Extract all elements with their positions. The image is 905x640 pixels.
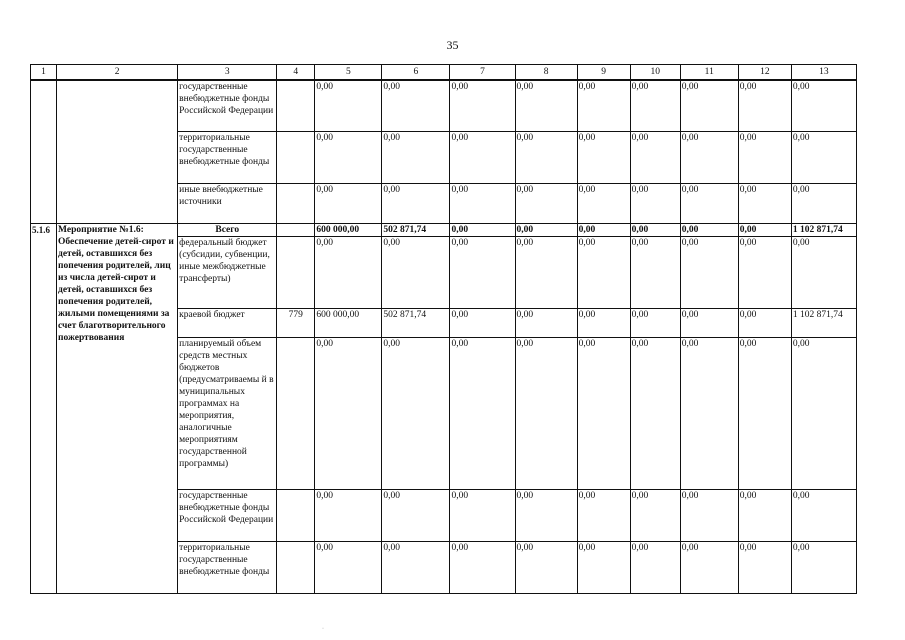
value-cell: 0,00 [450,224,515,237]
column-header: 7 [450,65,515,81]
value-cell: 0,00 [738,80,791,132]
value-cell: 0,00 [738,490,791,542]
value-cell: 0,00 [738,184,791,224]
value-cell: 0,00 [515,224,577,237]
value-cell: 0,00 [315,542,382,594]
funding-source-cell: планируемый объем средств местных бюджетов (предусматриваемы й в муниципальных программах на мероприятия, аналогичные мероприятиям государственной программы) [178,338,277,490]
funding-source-cell: Всего [178,224,277,237]
value-cell: 1 102 871,74 [791,309,856,338]
column-4-cell [277,490,315,542]
value-cell: 0,00 [738,338,791,490]
column-header-row [31,65,857,81]
value-cell: 0,00 [315,80,382,132]
funding-source-cell: государственные внебюджетные фонды Российской Федерации [178,490,277,542]
value-cell: 0,00 [577,184,630,224]
value-cell: 0,00 [450,132,515,184]
funding-source-cell: территориальные государственные внебюджетные фонды [178,542,277,594]
value-cell: 0,00 [515,490,577,542]
value-cell: 0,00 [680,80,738,132]
scan-mark: · [322,626,324,632]
table-row [31,224,857,237]
value-cell: 0,00 [450,542,515,594]
value-cell: 0,00 [791,80,856,132]
value-cell: 0,00 [738,542,791,594]
value-cell: 0,00 [515,542,577,594]
value-cell: 0,00 [577,132,630,184]
column-4-cell [277,338,315,490]
value-cell: 0,00 [450,237,515,309]
column-header: 9 [577,65,630,81]
page-number: 35 [446,38,459,52]
value-cell: 0,00 [630,132,680,184]
value-cell: 0,00 [382,132,450,184]
column-header: 1 [31,65,57,81]
value-cell: 0,00 [450,80,515,132]
value-cell: 0,00 [382,490,450,542]
value-cell: 0,00 [680,309,738,338]
value-cell: 0,00 [577,338,630,490]
value-cell: 0,00 [515,80,577,132]
value-cell: 0,00 [680,490,738,542]
column-4-cell [277,542,315,594]
activity-code: 5.1.6 [31,224,57,594]
value-cell: 0,00 [738,237,791,309]
value-cell: 0,00 [680,132,738,184]
value-cell: 0,00 [630,309,680,338]
column-header: 12 [738,65,791,81]
value-cell: 0,00 [450,490,515,542]
activity-name: Мероприятие №1.6: Обеспечение детей-сирот и детей, оставшихся без попечения родителей, лиц из числа детей-сирот и детей, оставшихся без попечения родителей, жилыми помещениями за счет благотворительного пожертвования [57,224,178,594]
value-cell: 0,00 [382,237,450,309]
value-cell: 0,00 [515,237,577,309]
column-header: 2 [57,65,178,81]
value-cell: 0,00 [315,184,382,224]
value-cell: 0,00 [577,309,630,338]
funding-source-cell: территориальные государственные внебюджетные фонды [178,132,277,184]
column-header: 10 [630,65,680,81]
value-cell: 0,00 [450,338,515,490]
value-cell: 0,00 [680,224,738,237]
funding-source-cell: краевой бюджет [178,309,277,338]
column-header: 8 [515,65,577,81]
value-cell: 0,00 [791,338,856,490]
column-header: 4 [277,65,315,81]
value-cell: 0,00 [738,309,791,338]
value-cell: 0,00 [450,184,515,224]
funding-source-cell: государственные внебюджетные фонды Российской Федерации [178,80,277,132]
value-cell: 0,00 [630,224,680,237]
value-cell: 0,00 [515,132,577,184]
column-header: 13 [791,65,856,81]
value-cell: 502 871,74 [382,309,450,338]
value-cell: 0,00 [382,184,450,224]
value-cell: 0,00 [791,490,856,542]
value-cell: 0,00 [630,490,680,542]
funding-source-cell: федеральный бюджет (субсидии, субвенции, иные межбюджетные трансферты) [178,237,277,309]
column-header: 3 [178,65,277,81]
value-cell: 0,00 [630,184,680,224]
value-cell: 0,00 [382,338,450,490]
value-cell: 0,00 [577,224,630,237]
value-cell: 0,00 [630,80,680,132]
column-4-cell [277,184,315,224]
value-cell: 0,00 [791,542,856,594]
value-cell: 0,00 [791,132,856,184]
value-cell: 0,00 [315,490,382,542]
value-cell: 0,00 [577,490,630,542]
value-cell: 0,00 [680,542,738,594]
value-cell: 0,00 [577,542,630,594]
value-cell: 0,00 [315,132,382,184]
value-cell: 0,00 [630,338,680,490]
name-cell-empty [57,80,178,224]
value-cell: 0,00 [515,184,577,224]
value-cell: 0,00 [315,237,382,309]
column-4-cell [277,80,315,132]
column-4-cell: 779 [277,309,315,338]
value-cell: 0,00 [577,80,630,132]
value-cell: 600 000,00 [315,309,382,338]
value-cell: 0,00 [680,237,738,309]
value-cell: 0,00 [577,237,630,309]
value-cell: 1 102 871,74 [791,224,856,237]
value-cell: 0,00 [791,184,856,224]
code-cell-empty [31,80,57,224]
value-cell: 0,00 [738,224,791,237]
value-cell: 0,00 [382,80,450,132]
value-cell: 0,00 [630,237,680,309]
value-cell: 0,00 [450,309,515,338]
value-cell: 0,00 [630,542,680,594]
value-cell: 502 871,74 [382,224,450,237]
value-cell: 0,00 [315,338,382,490]
funding-source-cell: иные внебюджетные источники [178,184,277,224]
value-cell: 0,00 [680,184,738,224]
value-cell: 0,00 [791,237,856,309]
value-cell: 600 000,00 [315,224,382,237]
column-4-cell [277,224,315,237]
column-4-cell [277,237,315,309]
value-cell: 0,00 [515,338,577,490]
column-header: 11 [680,65,738,81]
column-header: 6 [382,65,450,81]
budget-table [30,64,857,594]
value-cell: 0,00 [515,309,577,338]
column-header: 5 [315,65,382,81]
column-4-cell [277,132,315,184]
value-cell: 0,00 [382,542,450,594]
value-cell: 0,00 [680,338,738,490]
value-cell: 0,00 [738,132,791,184]
table-row [31,80,857,132]
